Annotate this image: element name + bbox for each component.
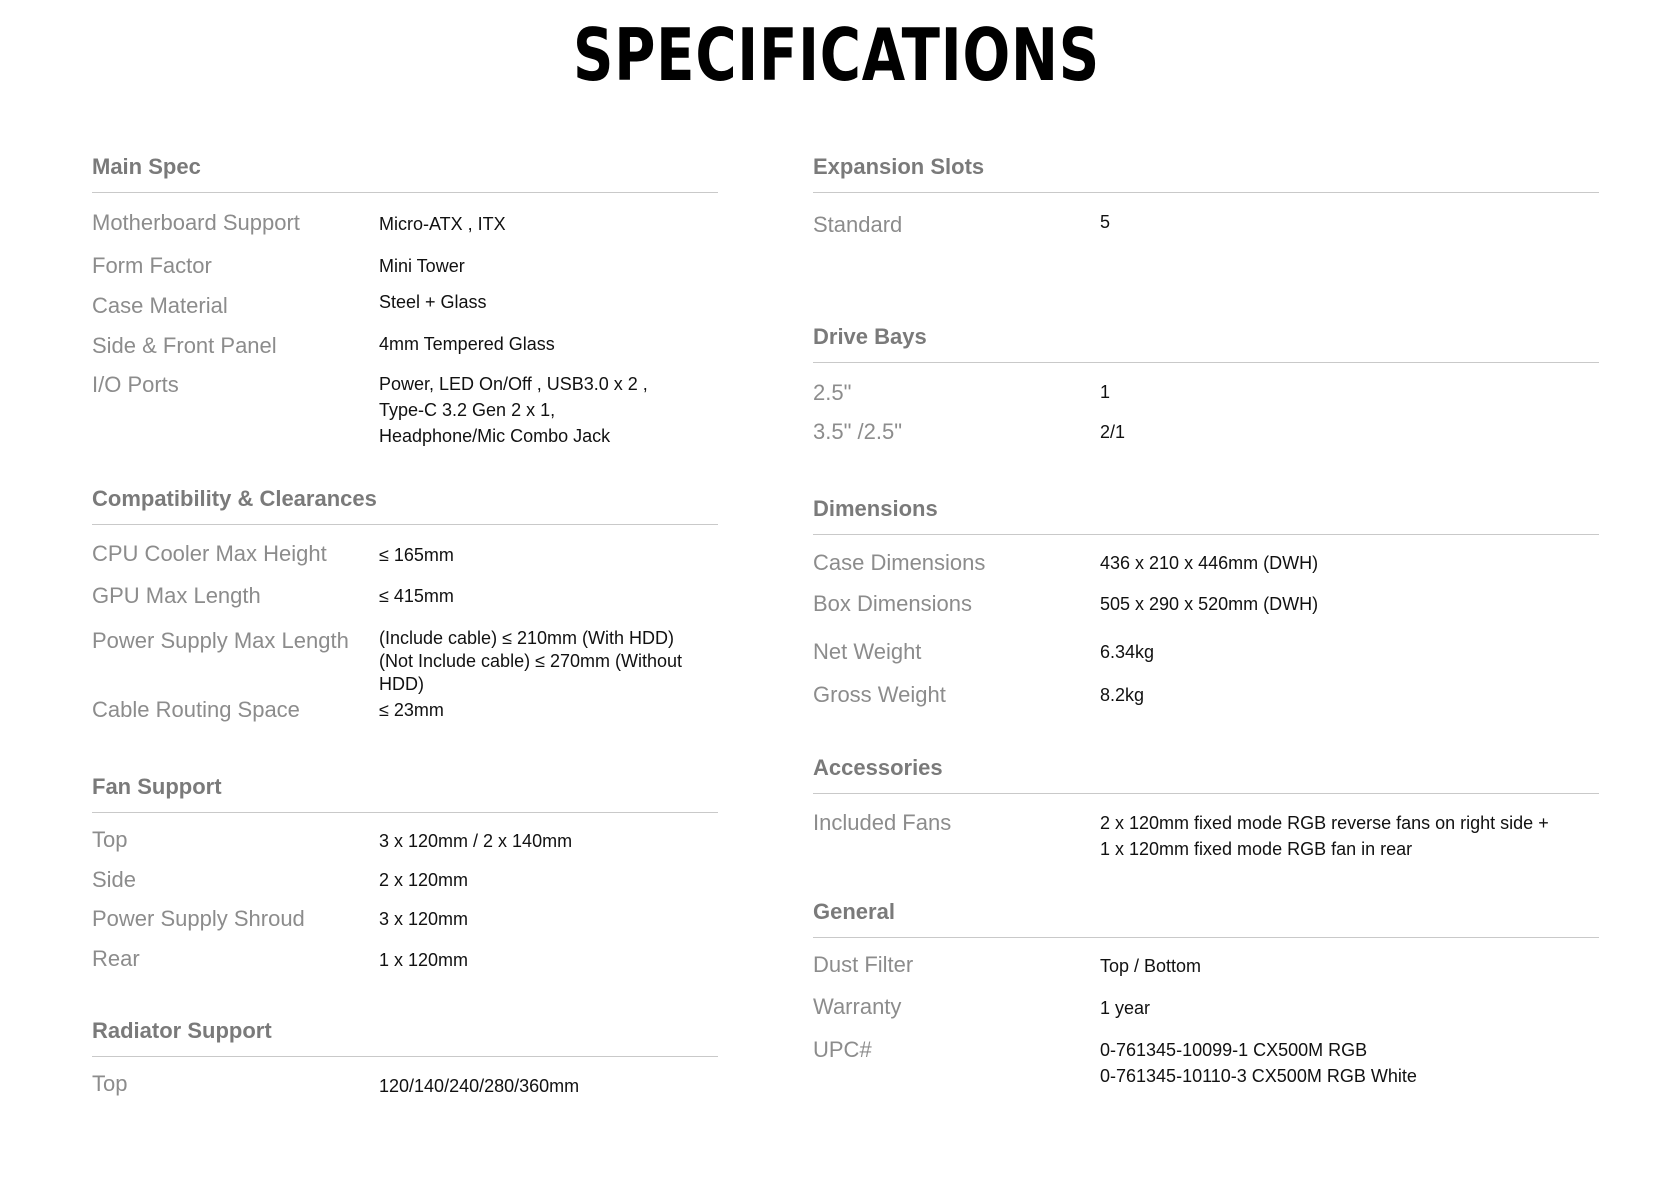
spec-value: Top / Bottom	[1100, 956, 1202, 976]
spec-label: Cable Routing Space	[92, 697, 300, 722]
spec-value: 436 x 210 x 446mm (DWH)	[1100, 553, 1319, 573]
section-divider	[813, 534, 1599, 535]
spec-value: 1 year	[1100, 998, 1151, 1018]
spec-label: Rear	[92, 946, 140, 971]
section-dimensions	[813, 494, 1593, 707]
section-accessories	[813, 753, 1593, 859]
section-general	[813, 897, 1593, 1086]
spec-value: 505 x 290 x 520mm (DWH)	[1100, 594, 1319, 614]
section-divider	[813, 192, 1599, 193]
section-divider	[92, 192, 718, 193]
spec-label: UPC#	[813, 1037, 872, 1062]
spec-label: Form Factor	[92, 253, 212, 278]
section-drive-bays	[813, 322, 1593, 444]
spec-value: (Include cable) ≤ 210mm (With HDD) (Not Include cable) ≤ 270mm (Without HDD)	[379, 628, 682, 694]
spec-value: Mini Tower	[379, 256, 465, 276]
spec-label: CPU Cooler Max Height	[92, 541, 327, 566]
section-divider	[92, 524, 718, 525]
page-title: SPECIFICATIONS	[573, 13, 1100, 97]
section-expansion-slots	[813, 152, 1593, 237]
spec-value: ≤ 415mm	[379, 586, 454, 606]
spec-label: Dust Filter	[813, 952, 914, 977]
spec-label: Power Supply Shroud	[92, 906, 305, 931]
spec-value: Steel + Glass	[379, 292, 487, 312]
spec-value: 2 x 120mm fixed mode RGB reverse fans on right side + 1 x 120mm fixed mode RGB fan in rear	[1100, 813, 1549, 859]
spec-label: Motherboard Support	[92, 210, 300, 235]
spec-label: Warranty	[813, 994, 902, 1019]
spec-label: I/O Ports	[92, 372, 179, 397]
spec-label: Gross Weight	[813, 682, 946, 707]
spec-label: GPU Max Length	[92, 583, 261, 608]
spec-label: Top	[92, 1071, 128, 1096]
section-heading: Drive Bays	[813, 324, 927, 349]
spec-value: Power, LED On/Off , USB3.0 x 2 , Type-C 3.2 Gen 2 x 1, Headphone/Mic Combo Jack	[379, 374, 648, 446]
section-heading: General	[813, 899, 895, 924]
spec-label: Net Weight	[813, 639, 922, 664]
spec-label: Power Supply Max Length	[92, 628, 349, 653]
spec-value: 4mm Tempered Glass	[379, 334, 555, 354]
section-heading: Accessories	[813, 755, 943, 780]
spec-value: 3 x 120mm	[379, 909, 469, 929]
spec-value: 2/1	[1100, 422, 1126, 442]
section-heading: Main Spec	[92, 154, 201, 179]
spec-value: 0-761345-10099-1 CX500M RGB 0-761345-10110-3 CX500M RGB White	[1100, 1040, 1417, 1086]
spec-label: 3.5" /2.5"	[813, 419, 903, 444]
spec-value: 8.2kg	[1100, 685, 1145, 705]
section-heading: Fan Support	[92, 774, 222, 799]
spec-value: Micro-ATX , ITX	[379, 214, 506, 234]
spec-value: 3 x 120mm / 2 x 140mm	[379, 831, 573, 851]
section-divider	[92, 1056, 718, 1057]
spec-label: Box Dimensions	[813, 591, 972, 616]
spec-value: ≤ 23mm	[379, 700, 444, 720]
spec-label: Standard	[813, 212, 903, 237]
spec-label: Side	[92, 867, 137, 892]
section-heading: Dimensions	[813, 496, 938, 521]
spec-label: Side & Front Panel	[92, 333, 277, 358]
section-heading: Compatibility & Clearances	[92, 486, 377, 511]
section-compatibility	[92, 484, 722, 722]
spec-label: Top	[92, 827, 128, 852]
spec-label: 2.5"	[813, 380, 852, 405]
section-divider	[813, 793, 1599, 794]
section-divider	[813, 362, 1599, 363]
spec-label: Case Dimensions	[813, 550, 986, 575]
section-main-spec	[92, 152, 722, 446]
section-divider	[813, 937, 1599, 938]
section-divider	[92, 812, 718, 813]
spec-label: Case Material	[92, 293, 228, 318]
spec-label: Included Fans	[813, 810, 952, 835]
spec-value: ≤ 165mm	[379, 545, 454, 565]
section-heading: Radiator Support	[92, 1018, 272, 1043]
spec-value: 1	[1100, 382, 1111, 402]
spec-value: 6.34kg	[1100, 642, 1155, 662]
spec-value: 120/140/240/280/360mm	[379, 1076, 580, 1096]
section-heading: Expansion Slots	[813, 154, 985, 179]
spec-value: 2 x 120mm	[379, 870, 469, 890]
section-fan-support	[92, 772, 722, 971]
spec-value: 5	[1100, 212, 1111, 232]
spec-value: 1 x 120mm	[379, 950, 469, 970]
section-radiator-support	[92, 1016, 722, 1096]
